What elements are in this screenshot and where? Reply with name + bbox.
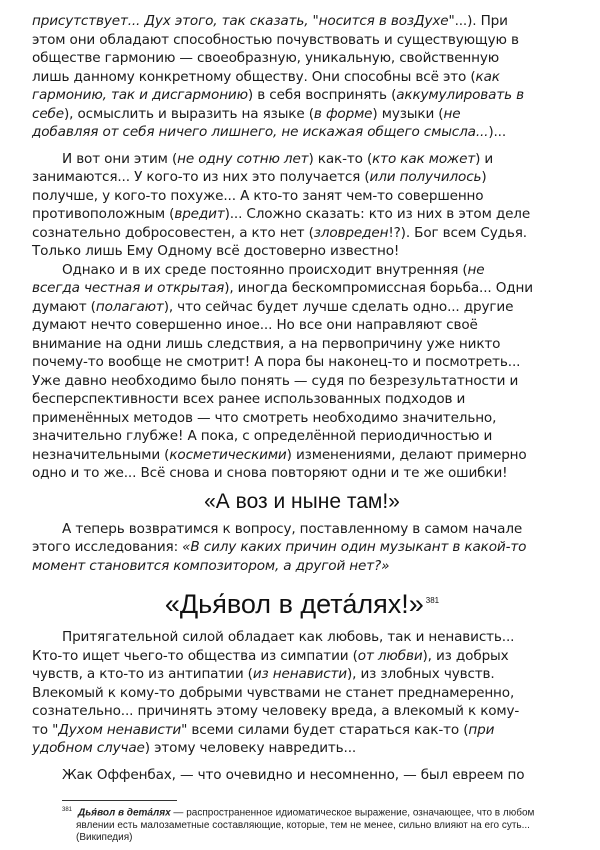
text-line <box>32 684 572 703</box>
text: ), из злобных чувств. <box>346 666 495 682</box>
text: чувств, а кто-то из антипатии ( <box>32 666 253 682</box>
text: )... Сложно сказать: кто из них в этом деле <box>224 206 531 222</box>
text: !?). Бог всем Судья. <box>388 224 527 241</box>
italic-text: или получилось <box>369 169 482 185</box>
text: " всеми силами будет стараться как-то ( <box>181 721 469 738</box>
text-line <box>32 242 572 261</box>
text: то " <box>32 721 59 738</box>
text-line <box>32 86 572 105</box>
italic-text: в форме <box>313 105 373 122</box>
text-line <box>32 49 572 68</box>
italic-text: полагают <box>95 298 164 315</box>
text-line <box>32 538 572 557</box>
text: сознательно добросовестен, а кто нет ( <box>32 224 314 241</box>
text: внимание на одни лишь следствия, а на первопричину уже никто <box>32 335 501 352</box>
italic-text: как <box>475 68 500 85</box>
italic-text: добавляя от себя ничего лишнего, не искажая общего смысла... <box>32 124 489 140</box>
text-line <box>32 739 572 758</box>
paragraph <box>32 261 572 483</box>
paragraph <box>32 12 572 142</box>
text-line <box>32 721 572 740</box>
text: лишь данному конкретному обществу. Они способны всё это ( <box>32 68 476 85</box>
italic-text: удобном случае <box>32 740 145 756</box>
footnote-text: — распространенное идиоматическое выражение, означающее, что в любом <box>170 807 535 819</box>
text-line <box>32 298 572 317</box>
footnote-line <box>62 804 562 820</box>
italic-text: момент становится композитором, а другой нет?» <box>32 557 390 574</box>
text: обществе гармонию — своеобразную, уникальную, свойственную <box>32 50 500 66</box>
italic-text: от любви <box>357 647 423 664</box>
paragraph-gap <box>32 758 572 766</box>
footnote-divider <box>62 800 177 801</box>
text: ) этому человеку навредить... <box>144 740 357 756</box>
italic-text: присутствует... Дух этого, так сказать, "носится в возДухе" <box>32 13 455 29</box>
text-line <box>32 12 572 31</box>
italic-text: гармонию, так и дисгармонию <box>32 87 248 103</box>
text-line <box>32 224 572 243</box>
text: этого исследования: <box>32 539 183 555</box>
text-line <box>32 261 572 280</box>
paragraph <box>32 766 572 785</box>
italic-text: при <box>468 721 495 738</box>
heading-voz-i-nyne-tam: «А воз и ныне там!» <box>204 489 400 513</box>
section-bottom <box>32 628 572 784</box>
text-line <box>32 31 572 50</box>
text: ), из добрых <box>422 647 509 664</box>
text-line <box>32 409 572 428</box>
text: ), осмыслить и выразить на языке ( <box>63 105 314 122</box>
text: )... <box>488 124 507 140</box>
text: занимаются... У кого-то из них это получается ( <box>32 169 370 185</box>
italic-text: Духом ненависти <box>58 721 182 738</box>
text: этом они обладают способностью почувствовать и существующую в <box>32 31 519 48</box>
footnote-number: 381 <box>62 807 73 813</box>
text: ) как-то ( <box>308 150 373 167</box>
italic-text: вредит <box>174 206 225 222</box>
text-line <box>32 557 572 576</box>
text-line <box>32 647 572 666</box>
text-line <box>32 390 572 409</box>
text: Притягательной силой обладает как любовь, так и ненависть... <box>62 629 515 645</box>
text: сознательно... причинять этому человеку вреда, а влекомый к кому- <box>32 703 520 719</box>
italic-text: аккумулировать в <box>396 87 525 103</box>
italic-text: не одну сотню лет <box>177 150 309 167</box>
section-middle <box>32 520 572 576</box>
text: Однако и в их среде постоянно происходит внутренняя ( <box>62 261 468 278</box>
text-line <box>32 372 572 391</box>
italic-text: себе <box>32 105 64 122</box>
document-page <box>32 12 572 784</box>
footnote-line: явлении есть малозаметные составляющие, которые, тем не менее, сильно влияют на его суть... <box>76 819 530 831</box>
text: ) <box>481 169 487 185</box>
heading-dyavol-v-detalyah <box>32 585 572 620</box>
text-line <box>32 464 572 483</box>
text-line <box>32 766 572 785</box>
text: противоположным ( <box>32 206 175 222</box>
footnote-line: (Википедия) <box>76 832 133 844</box>
text: думают нечто совершенно иное... Но все они направляют своё <box>32 317 478 333</box>
text: Только лишь Ему Одному всё достоверно известно! <box>32 243 400 259</box>
italic-text: кто как может <box>372 150 476 167</box>
paragraph-gap <box>32 142 572 150</box>
text-line <box>32 150 572 169</box>
text-line <box>32 123 572 142</box>
text-line <box>32 68 572 87</box>
section-top <box>32 12 572 483</box>
text-line <box>32 279 572 298</box>
text-line <box>32 702 572 721</box>
text-line <box>32 105 572 124</box>
italic-text: не <box>443 105 461 122</box>
text: одно и то же... Всё снова и снова повторяют одни и те же ошибки! <box>32 465 508 481</box>
text: ) музыки ( <box>372 105 444 122</box>
italic-text: косметическими <box>169 446 287 463</box>
text: ) и <box>475 150 494 167</box>
text-line <box>32 665 572 684</box>
paragraph <box>32 628 572 758</box>
text: ...). При <box>454 13 508 29</box>
text: незначительными ( <box>32 446 170 463</box>
text: ), что сейчас будет лучше сделать одно... другие <box>163 298 514 315</box>
text: ) изменениями, делают примерно <box>286 446 527 463</box>
text-line <box>32 520 572 539</box>
text: Кто-то ищет чьего-то общества из симпатии ( <box>32 647 358 664</box>
italic-text: не <box>467 261 485 278</box>
text: ), иногда бескомпромиссная борьба... Одни <box>224 280 533 296</box>
text: Уже давно необходимо было понять — судя по безрезультатности и <box>32 372 519 389</box>
heading-text: «Дья́вол в дета́лях!» <box>164 589 424 619</box>
text-line <box>32 168 572 187</box>
text: бесперспективности всех ранее использованных подходов и <box>32 391 466 407</box>
italic-text: зловреден <box>313 224 389 241</box>
italic-text: из ненависти <box>252 666 347 682</box>
text-line <box>32 316 572 335</box>
text: почему-то вообще не смотрит! А пора бы наконец-то и посмотреть... <box>32 354 521 370</box>
text: думают ( <box>32 298 96 315</box>
text-line <box>32 628 572 647</box>
text-line <box>32 187 572 206</box>
text: применённых методов — что смотреть необходимо значительно, <box>32 409 497 426</box>
footnote-term: Дья́вол в дета́лях <box>78 807 171 819</box>
text: получше, у кого-то похуже... А кто-то занят чем-то совершенно <box>32 187 484 204</box>
text: значительно глубже! А пока, с определённой периодичностью и <box>32 428 493 444</box>
paragraph <box>32 520 572 576</box>
text-line <box>32 427 572 446</box>
text: А теперь возвратимся к вопросу, поставленному в самом начале <box>62 520 523 537</box>
text-line <box>32 353 572 372</box>
text: Влекомый к кому-то добрыми чувствами не станет преднамеренно, <box>32 684 515 701</box>
italic-text: «В силу каких причин один музыкант в какой-то <box>182 539 527 555</box>
footnote <box>62 800 562 845</box>
text: И вот они этим ( <box>62 150 178 167</box>
text: ) в себя воспринять ( <box>247 87 397 103</box>
text-line <box>32 446 572 465</box>
footnote-ref[interactable]: 381 <box>425 596 440 605</box>
text-line <box>32 335 572 354</box>
text-line <box>32 205 572 224</box>
paragraph <box>32 150 572 261</box>
text: Жак Оффенбах, — что очевидно и несомненно, — был евреем по <box>62 766 525 783</box>
italic-text: всегда честная и открытая <box>32 280 225 296</box>
